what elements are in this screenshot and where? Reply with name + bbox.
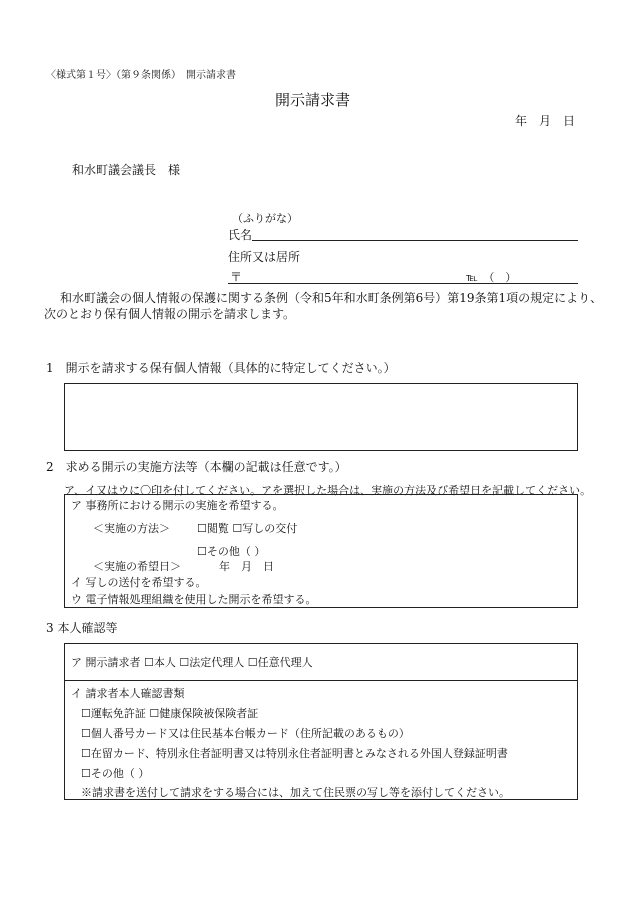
requester-type[interactable]: ア 開示請求者 ☐本人 ☐法定代理人 ☐任意代理人	[71, 656, 313, 669]
address-label: 住所又は居所	[228, 250, 301, 264]
furigana-label: （ふりがな）	[232, 212, 298, 225]
postal-mark: 〒	[230, 270, 243, 284]
id-doc-3[interactable]: ☐在留カード、特別永住者証明書又は特別永住者証明書とみなされる外国人登録証明書	[81, 747, 508, 760]
intro-line-2: 次のとおり保有個人情報の開示を請求します。	[44, 307, 296, 321]
intro-line-1: 和水町議会の個人情報の保護に関する条例（令和5年和水町条例第6号）第19条第1項の規定により、	[60, 291, 603, 305]
option-a[interactable]: ア 事務所における開示の実施を希望する。	[71, 499, 284, 512]
name-label: 氏名	[228, 228, 253, 242]
desired-date-label: ＜実施の希望日＞	[93, 560, 181, 573]
request-date: 年 月 日	[515, 114, 576, 128]
section2-note: ア、イ又はウに〇印を付してください。アを選択した場合は、実施の方法及び希望日を記載してください。	[64, 484, 592, 497]
addressee: 和水町議会議長 様	[72, 163, 181, 177]
id-doc-2[interactable]: ☐個人番号カード又は住民基本台帳カード（住所記載のあるもの）	[81, 727, 410, 740]
name-field[interactable]	[252, 240, 578, 241]
section2-heading: 2 求める開示の実施方法等（本欄の記載は任意です。）	[46, 460, 347, 474]
disclosure-method-box	[64, 494, 578, 608]
id-doc-4[interactable]: ☐その他（ ）	[81, 767, 150, 780]
address-field[interactable]	[228, 283, 578, 284]
option-i[interactable]: イ 写しの送付を希望する。	[71, 576, 207, 589]
section3-heading: 3 本人確認等	[46, 621, 118, 635]
desired-date-value[interactable]: 年 月 日	[219, 560, 274, 573]
identity-divider	[65, 680, 577, 681]
section1-heading: 1 開示を請求する保有個人情報（具体的に特定してください。）	[46, 361, 396, 375]
mail-note: ※請求書を送付して請求をする場合には、加えて住民票の写し等を添付してください。	[81, 786, 510, 799]
id-doc-1[interactable]: ☐運転免許証 ☐健康保険被保険者証	[81, 707, 259, 720]
form-reference: 〈様式第１号〉（第９条関係） 開示請求書	[46, 70, 236, 81]
identity-check-box	[64, 643, 578, 800]
tel-label: ℡ （ ）	[466, 271, 517, 284]
id-docs-heading: イ 請求者本人確認書類	[71, 687, 185, 700]
option-u[interactable]: ウ 電子情報処理組織を使用した開示を希望する。	[71, 593, 317, 606]
method-other[interactable]: ☐その他（ ）	[197, 545, 266, 558]
requested-info-box[interactable]	[64, 383, 578, 451]
page-title: 開示請求書	[275, 91, 351, 109]
method-checkboxes[interactable]: ☐閲覧 ☐写しの交付	[197, 522, 298, 535]
method-label: ＜実施の方法＞	[93, 522, 170, 535]
